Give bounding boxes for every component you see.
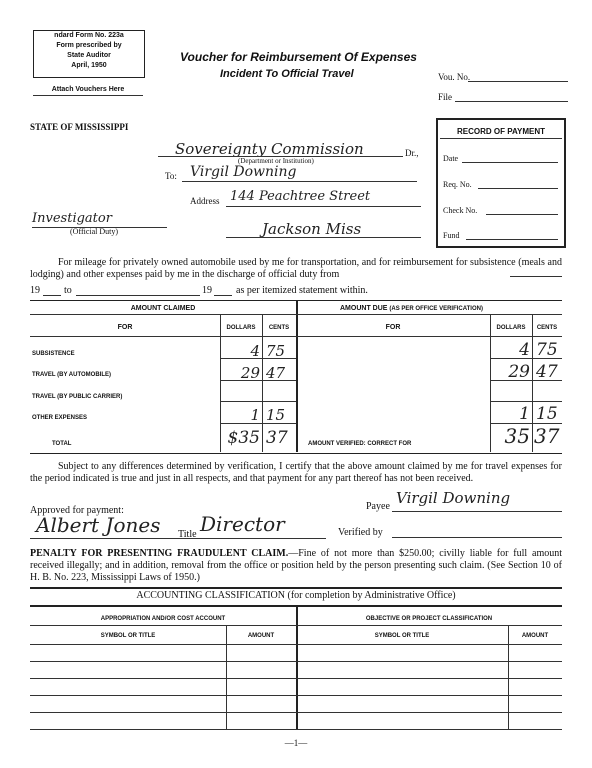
address-handwritten: 144 Peachtree Street (230, 189, 371, 204)
intro-text: For mileage for privately owned automobile used by me for transportation, and for reimbursement for subsistence (meals and lodging) and other expenses paid by me in the discharge of official duty from (30, 257, 562, 280)
dollars-header-right: DOLLARS (496, 325, 526, 331)
due-cents-travel-auto: 47 (536, 362, 558, 382)
payee-name-handwritten: Virgil Downing (190, 164, 297, 180)
payee-signature: Virgil Downing (396, 489, 511, 507)
penalty-block (30, 548, 562, 584)
cents-header-right: CENTS (536, 325, 558, 331)
row-label-other: OTHER EXPENSES (32, 415, 88, 421)
file-label: File (438, 92, 453, 102)
form-prescribed: Form prescribed by (56, 42, 122, 49)
due-cents-total: 37 (534, 424, 560, 448)
row-cents-total: 37 (266, 428, 288, 448)
payment-req-label: Req. No. (443, 180, 472, 189)
official-duty-handwritten: Investigator (32, 211, 112, 226)
attach-vouchers: Attach Vouchers Here (51, 86, 125, 93)
official-duty-caption: (Official Duty) (70, 227, 119, 236)
right-amount-header: AMOUNT (521, 633, 549, 639)
state-label: STATE OF MISSISSIPPI (30, 122, 129, 132)
form-date: April, 1950 (71, 62, 107, 69)
amount-verified-label: AMOUNT VERIFIED: CORRECT FOR (308, 441, 412, 447)
left-amount-header: AMOUNT (247, 633, 275, 639)
row-label-subsistence: SUBSISTENCE (32, 351, 75, 357)
intro-year-a: 19 (30, 285, 40, 296)
due-dollars-total: 35 (504, 424, 530, 448)
row-cents-other: 15 (266, 406, 286, 424)
row-dollars-other: 1 (250, 406, 260, 424)
row-dollars-total: $35 (227, 428, 260, 448)
form-auditor: State Auditor (67, 52, 111, 59)
approved-label: Approved for payment: (30, 505, 124, 516)
page-number: —1— (284, 738, 308, 748)
approver-signature: Albert Jones (36, 513, 161, 537)
due-dollars-subsistence: 4 (519, 340, 530, 360)
city-handwritten: Jackson Miss (262, 220, 362, 238)
due-cents-subsistence: 75 (536, 340, 558, 360)
record-of-payment-title: RECORD OF PAYMENT (456, 127, 545, 136)
accounting-title: ACCOUNTING CLASSIFICATION (for completion by Administrative Office) (136, 590, 456, 601)
dollars-header-left: DOLLARS (226, 325, 256, 331)
intro-year-b: 19 (202, 285, 212, 296)
row-label-total: TOTAL (52, 441, 72, 447)
row-cents-travel-auto: 47 (266, 364, 286, 382)
payee-label: Payee (366, 501, 390, 512)
due-dollars-travel-auto: 29 (508, 362, 530, 382)
voucher-title: Voucher for Reimbursement Of Expenses (180, 50, 417, 64)
approver-title-handwritten: Director (200, 512, 285, 536)
amount-claimed-header: AMOUNT CLAIMED (130, 305, 196, 312)
title-label: Title (178, 529, 197, 540)
certification-text: Subject to any differences determined by verification, I certify that the above amount claimed by me for travel expenses for the period indicated is true and just in all respects, and that payment for any part thereof has not been received. (30, 461, 562, 484)
row-dollars-subsistence: 4 (250, 342, 260, 360)
department-caption: (Department or Institution) (238, 157, 314, 165)
payment-fund-label: Fund (443, 231, 460, 240)
for-header-left: FOR (117, 324, 133, 331)
appropriation-header: APPROPRIATION AND/OR COST ACCOUNT (100, 616, 226, 622)
penalty-heading: PENALTY FOR PRESENTING FRAUDULENT CLAIM. (30, 548, 289, 559)
row-label-travel-auto: TRAVEL (BY AUTOMOBILE) (32, 372, 112, 378)
intro-to: to (64, 285, 72, 296)
row-label-travel-public: TRAVEL (BY PUBLIC CARRIER) (32, 394, 123, 400)
due-dollars-other: 1 (519, 404, 530, 424)
row-cents-subsistence: 75 (266, 342, 286, 360)
amount-due-title: AMOUNT DUE (340, 305, 388, 312)
vou-no-label: Vou. No. (438, 72, 471, 82)
penalty-text: —Fine of not more than $250.00; civilly liable for full amount received illegally; and in addition, removal from the office or position held by the person presenting such claim. (See Section 10 of H. B. No. 223, Mississippi Laws of 1950.) (30, 548, 563, 583)
right-symbol-header: SYMBOL OR TITLE (374, 633, 430, 639)
department-handwritten: Sovereignty Commission (175, 140, 364, 158)
amount-due-header (340, 305, 483, 312)
cents-header-left: CENTS (268, 325, 290, 331)
dr-label: Dr., (405, 148, 419, 158)
address-label: Address (190, 196, 220, 206)
objective-header: OBJECTIVE OR PROJECT CLASSIFICATION (365, 616, 493, 622)
left-symbol-header: SYMBOL OR TITLE (100, 633, 156, 639)
verified-by-label: Verified by (338, 527, 383, 538)
voucher-subtitle: Incident To Official Travel (220, 68, 354, 80)
row-dollars-travel-auto: 29 (240, 364, 260, 382)
amount-due-note: (AS PER OFFICE VERIFICATION) (389, 306, 483, 312)
payment-check-label: Check No. (443, 206, 478, 215)
form-number: ndard Form No. 223a (54, 32, 124, 39)
to-label: To: (165, 171, 177, 181)
due-cents-other: 15 (536, 404, 558, 424)
payment-date-label: Date (443, 154, 459, 163)
intro-per-statement: as per itemized statement within. (236, 285, 368, 296)
for-header-right: FOR (385, 324, 401, 331)
